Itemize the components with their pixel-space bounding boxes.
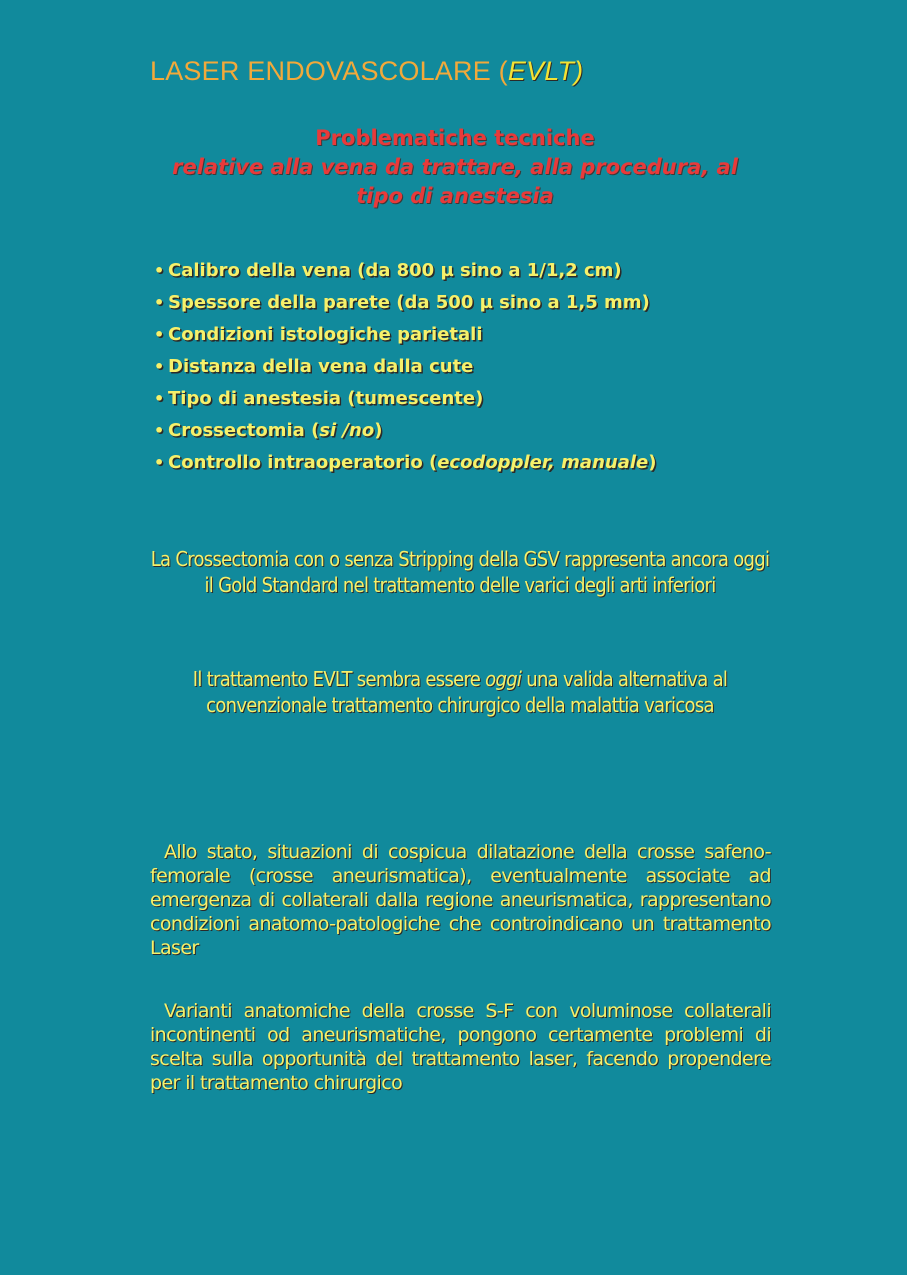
title-main: LASER ENDOVASCOLARE ( (150, 56, 508, 86)
list-item: • Controllo intraoperatorio (ecodoppler, manuale) (154, 448, 656, 480)
bullet-dot-icon: • (154, 421, 165, 440)
title-acronym: EVLT) (507, 56, 584, 86)
bullet-dot-icon: • (154, 389, 165, 408)
subheading-line-1: Problematiche tecniche (315, 126, 595, 150)
bullet-dot-icon: • (154, 453, 165, 472)
section-subheading (150, 124, 760, 211)
bullet-dot-icon: • (154, 261, 165, 280)
page-title (150, 56, 583, 87)
bullet-dot-icon: • (154, 325, 165, 344)
list-item: • Distanza della vena dalla cute (154, 352, 656, 384)
bullet-dot-icon: • (154, 357, 165, 376)
bullet-dot-icon: • (154, 293, 165, 312)
paragraph-gold-standard: La Crossectomia con o senza Stripping della GSV rappresenta ancora oggi il Gold Standard nel trattamento delle varici degli arti inferiori (150, 547, 770, 597)
paragraph-anatomical-variants: Varianti anatomiche della crosse S-F con voluminose collaterali incontinenti od aneurismatiche, pongono certamente problemi di scelta sulla opportunità del trattamento laser, facendo propendere per il trattamento chirurgico (150, 1000, 771, 1094)
list-item: • Condizioni istologiche parietali (154, 320, 656, 352)
list-item: • Spessore della parete (da 500 µ sino a 1,5 mm) (154, 288, 656, 320)
paragraph-evlt-alternative: Il trattamento EVLT sembra essere oggi una valida alternativa al convenzionale trattamento chirurgico della malattia varicosa (192, 667, 728, 717)
list-item: • Calibro della vena (da 800 µ sino a 1/1,2 cm) (154, 256, 656, 288)
list-item: • Tipo di anestesia (tumescente) (154, 384, 656, 416)
bullet-list (154, 256, 656, 480)
paragraph-contraindications: Allo stato, situazioni di cospicua dilatazione della crosse safeno-femorale (crosse aneurismatica), eventualmente associate ad emergenza di collaterali dalla regione aneurismatica, rappresentano condizioni anatomo-patologiche che controindicano un trattamento Laser (150, 841, 771, 959)
list-item: • Crossectomia (si /no) (154, 416, 656, 448)
subheading-line-2: relative alla vena da trattare, alla procedura, al tipo di anestesia (172, 155, 738, 208)
